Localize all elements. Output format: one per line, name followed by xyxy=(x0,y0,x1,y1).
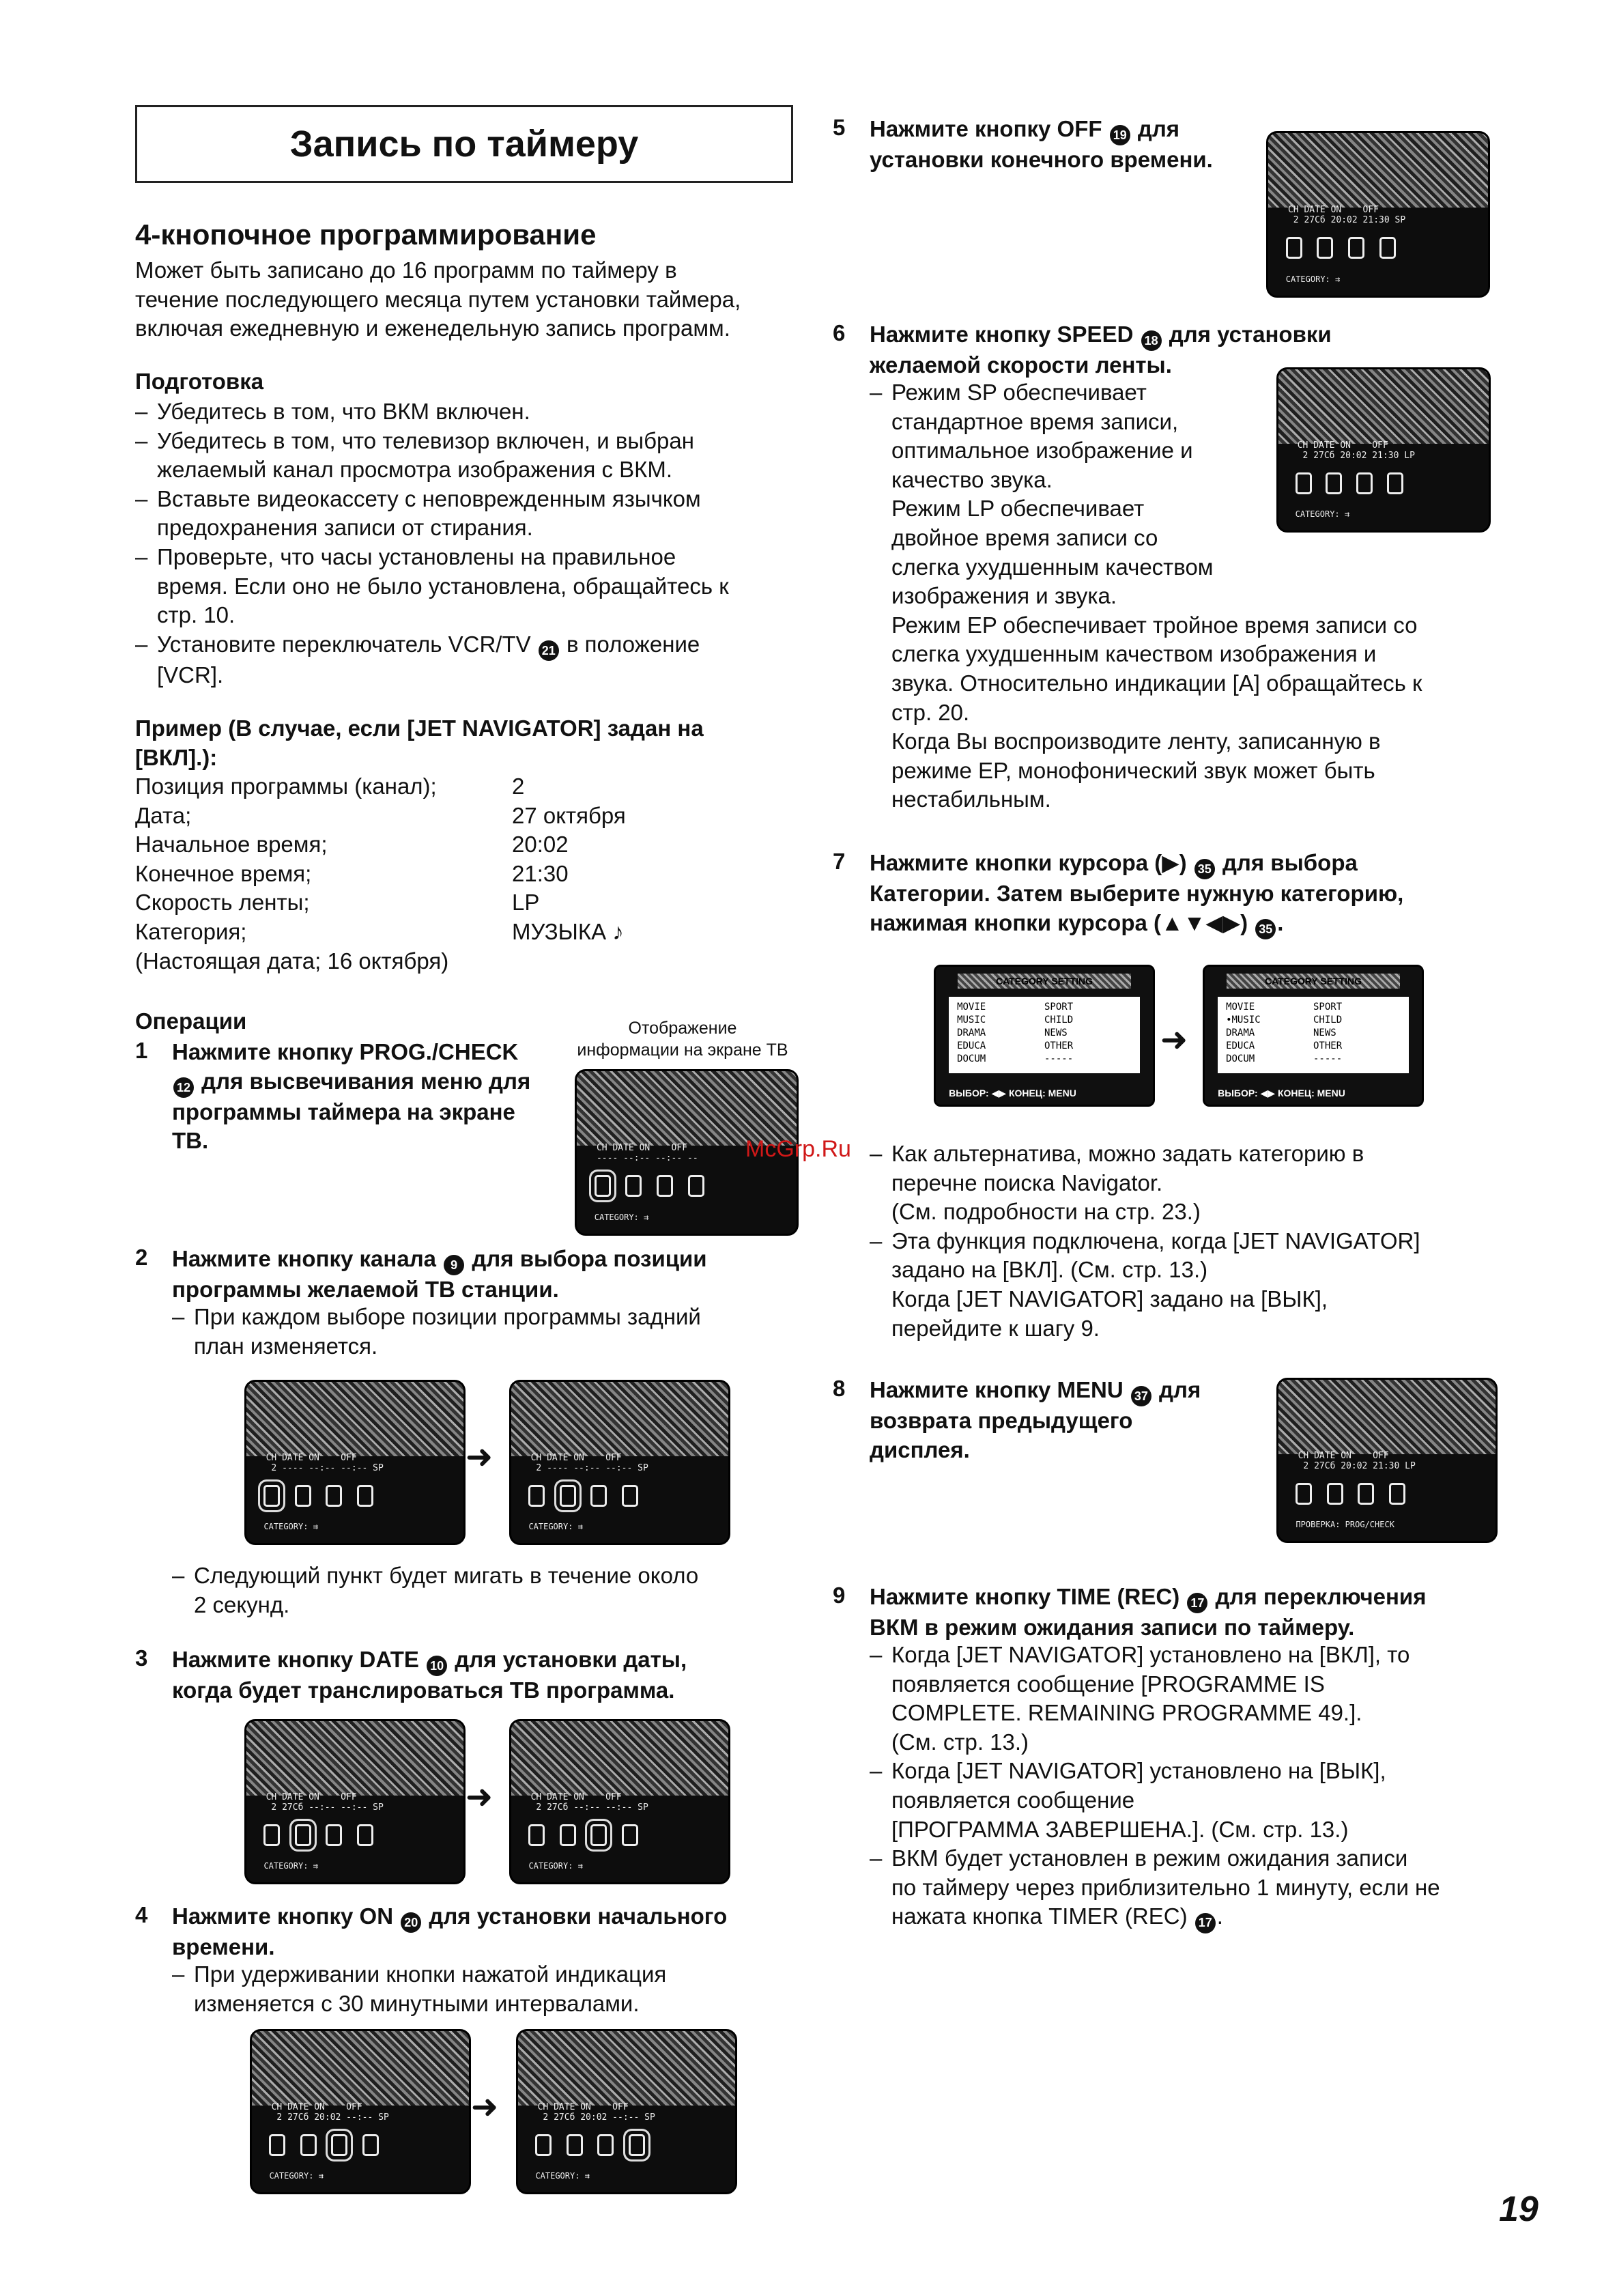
step-4-notes xyxy=(172,1960,814,2018)
step-2-notes xyxy=(172,1303,814,1361)
step-number: 3 xyxy=(135,1645,148,1671)
table-row: (Настоящая дата; 16 октября) xyxy=(135,948,449,974)
step-number: 2 xyxy=(135,1245,148,1270)
intro-paragraph xyxy=(135,256,804,343)
step-6-text: Нажмите кнопку SPEED 18 для установки желаемой скорости ленты. xyxy=(870,322,1332,378)
table-row: Конечное время; 21:30 xyxy=(135,860,569,886)
step-7-notes xyxy=(870,1139,1498,1343)
tv-screen-step4-before: CH DATE ON OFF 2 27Сб 20:02 --:-- SP CATEGORY: ⇉ xyxy=(250,2029,471,2194)
step-number: 9 xyxy=(833,1583,846,1608)
page-title: Запись по таймеру xyxy=(289,124,639,165)
intro-line: течение последующего месяца путем установки таймера, xyxy=(135,286,741,312)
table-row: Скорость ленты; LP xyxy=(135,890,540,916)
intro-line: Может быть записано до 16 программ по таймеру в xyxy=(135,257,677,283)
number-badge: 35 xyxy=(1194,859,1215,879)
list-item: – Установите переключатель VCR/TV 21 в положение [VCR]. xyxy=(135,630,804,690)
table-row: Позиция программы (канал); 2 xyxy=(135,774,525,799)
step-5-text: Нажмите кнопку OFF 19 для установки конечного времени. xyxy=(870,116,1213,173)
tv-screen-step5: CH DATE ON OFF 2 27Сб 20:02 21:30 SP CATEGORY: ⇉ xyxy=(1266,131,1490,298)
step-2-notes-2 xyxy=(172,1561,814,1619)
list-item: – Эта функция подключена, когда [JET NAVIGATOR] задано на [ВКЛ]. (См. стр. 13.) Когда [JET NAVIGATOR] задано на [ВЫК], перейдите к шагу 9. xyxy=(870,1227,1498,1343)
step-number: 5 xyxy=(833,115,846,140)
watermark: McGrp.Ru xyxy=(745,1136,851,1162)
list-item: – Когда [JET NAVIGATOR] установлено на [ВЫК], появляется сообщение [ПРОГРАММА ЗАВЕРШЕНА.]. (См. стр. 13.) xyxy=(870,1757,1498,1844)
arrow-right-icon: ➜ xyxy=(471,2089,499,2125)
list-item: – Режим SP обеспечивает xyxy=(870,380,1147,405)
section-heading: 4-кнопочное программирование xyxy=(135,218,597,251)
step-4-text: Нажмите кнопку ON 20 для установки начального времени. xyxy=(172,1903,728,1960)
example-table xyxy=(135,772,804,976)
number-badge: 35 xyxy=(1255,919,1276,939)
list-item: – Когда [JET NAVIGATOR] установлено на [ВКЛ], то появляется сообщение [PROGRAMME IS COMPLETE. REMAINING PROGRAMME 49.]. (См. стр. 13.) xyxy=(870,1641,1498,1757)
intro-line: включая ежедневную и еженедельную запись программ. xyxy=(135,315,730,341)
list-item: – Вставьте видеокассету с неповрежденным язычком предохранения записи от стирания. xyxy=(135,485,804,543)
step-number: 4 xyxy=(135,1902,148,1927)
page-number: 19 xyxy=(1499,2189,1539,2229)
tv-screen-step4-after: CH DATE ON OFF 2 27Сб 20:02 --:-- SP CATEGORY: ⇉ xyxy=(516,2029,737,2194)
step-9-text: Нажмите кнопку TIME (REC) 17 для переключения ВКМ в режим ожидания записи по таймеру. xyxy=(870,1584,1427,1641)
tv-screen-step6: CH DATE ON OFF 2 27Сб 20:02 21:30 LP CATEGORY: ⇉ xyxy=(1276,367,1491,533)
step-6-notes: – Режим SP обеспечивает стандартное время записи, оптимальное изображение и качество звука. Режим LP обеспечивает двойное время записи со слегка ухудшенным качеством изображения и звука. Режим EP обеспечивает тройное время записи со слегка ухудшенным качеством изображения и звука. Относительно индикации [A] обращайтесь к стр. 20. Когда Вы воспроизводите ленту, записанную в режиме EP, монофонический звук может быть нестабильным. xyxy=(870,378,1498,814)
number-badge: 19 xyxy=(1110,125,1130,145)
number-badge: 17 xyxy=(1195,1913,1216,1933)
step-number: 7 xyxy=(833,849,846,874)
number-badge: 9 xyxy=(444,1255,464,1275)
arrow-right-icon: ➜ xyxy=(1160,1022,1188,1058)
step-1-text: Нажмите кнопку PROG./CHECK 12 для высвечивания меню для программы таймера на экране ТВ. xyxy=(172,1039,531,1154)
list-item: – Как альтернатива, можно задать категорию в перечне поиска Navigator. (См. подробности на стр. 23.) xyxy=(870,1139,1498,1227)
step-9-notes xyxy=(870,1641,1498,1933)
example-heading: Пример (В случае, если [JET NAVIGATOR] задан на [ВКЛ].): xyxy=(135,715,704,770)
tv-screen-step8: CH DATE ON OFF 2 27Сб 20:02 21:30 LP ПРОВЕРКА: PROG/CHECK xyxy=(1276,1378,1498,1543)
prep-list xyxy=(135,397,804,690)
arrow-right-icon: ➜ xyxy=(466,1439,493,1475)
list-item: – ВКМ будет установлен в режим ожидания записи по таймеру через приблизительно 1 минуту, если не нажата кнопка TIMER (REC) 17 . xyxy=(870,1844,1498,1933)
list-item: – При каждом выборе позиции программы задний план изменяется. xyxy=(172,1303,814,1361)
number-badge: 18 xyxy=(1141,330,1162,351)
tv-screen-step1: CH DATE ON OFF ---- --:-- --:-- -- CATEGORY: ⇉ xyxy=(575,1069,799,1236)
step-number: 8 xyxy=(833,1376,846,1401)
tv-screen-step3-before: CH DATE ON OFF 2 27Сб --:-- --:-- SP CATEGORY: ⇉ xyxy=(244,1719,466,1884)
list-item: – Убедитесь в том, что телевизор включен, и выбран желаемый канал просмотра изображения с ВКМ. xyxy=(135,427,804,485)
list-item: – Проверьте, что часы установлены на правильное время. Если оно не было установлена, обращайтесь к стр. 10. xyxy=(135,543,804,630)
tv-screen-step2-after: CH DATE ON OFF 2 ---- --:-- --:-- SP CATEGORY: ⇉ xyxy=(509,1380,730,1545)
number-badge: 12 xyxy=(173,1077,194,1098)
step-number: 6 xyxy=(833,320,846,345)
step-8-text: Нажмите кнопку MENU 37 для возврата предыдущего дисплея. xyxy=(870,1377,1201,1462)
tv-screen-step2-before: CH DATE ON OFF 2 ---- --:-- --:-- SP CATEGORY: ⇉ xyxy=(244,1380,466,1545)
number-badge: 37 xyxy=(1131,1386,1151,1406)
table-row: Категория; МУЗЫКА ♪ xyxy=(135,918,624,944)
number-badge: 17 xyxy=(1187,1593,1207,1613)
list-item: – При удерживании кнопки нажатой индикация изменяется с 30 минутными интервалами. xyxy=(172,1960,814,2018)
operations-heading: Операции xyxy=(135,1008,247,1034)
list-item: – Следующий пункт будет мигать в течение около 2 секунд. xyxy=(172,1561,814,1619)
screen-caption: Отображение информации на экране ТВ xyxy=(577,1019,788,1060)
list-item: – Убедитесь в том, что ВКМ включен. xyxy=(135,397,804,427)
number-badge: 10 xyxy=(427,1656,447,1676)
prep-heading: Подготовка xyxy=(135,369,264,394)
category-menu-before: CATEGORY SETTING MOVIE MUSIC DRAMA EDUCA DOCUM SPORT CHILD NEWS OTHER ----- ВЫБОР: ◀▶ КОНЕЦ: MENU xyxy=(934,965,1155,1107)
page-title-box xyxy=(135,105,793,183)
number-badge: 20 xyxy=(401,1912,421,1933)
category-menu-after: CATEGORY SETTING MOVIE •MUSIC DRAMA EDUCA DOCUM SPORT CHILD NEWS OTHER ----- ВЫБОР: ◀▶ КОНЕЦ: MENU xyxy=(1203,965,1424,1107)
step-2-text: Нажмите кнопку канала 9 для выбора позиции программы желаемой ТВ станции. xyxy=(172,1246,707,1303)
step-7-text: Нажмите кнопки курсора (▶) 35 для выбора Категории. Затем выберите нужную категорию, нажимая кнопки курсора (▲▼◀▶) 35 . xyxy=(870,849,1498,939)
table-row: Начальное время; 20:02 xyxy=(135,832,569,858)
arrow-right-icon: ➜ xyxy=(466,1779,493,1815)
step-number: 1 xyxy=(135,1038,148,1063)
tv-screen-step3-after: CH DATE ON OFF 2 27Сб --:-- --:-- SP CATEGORY: ⇉ xyxy=(509,1719,730,1884)
step-3-text: Нажмите кнопку DATE 10 для установки даты, когда будет транслироваться ТВ программа. xyxy=(172,1647,687,1703)
number-badge: 21 xyxy=(539,640,559,661)
table-row: Дата; 27 октября xyxy=(135,802,626,828)
